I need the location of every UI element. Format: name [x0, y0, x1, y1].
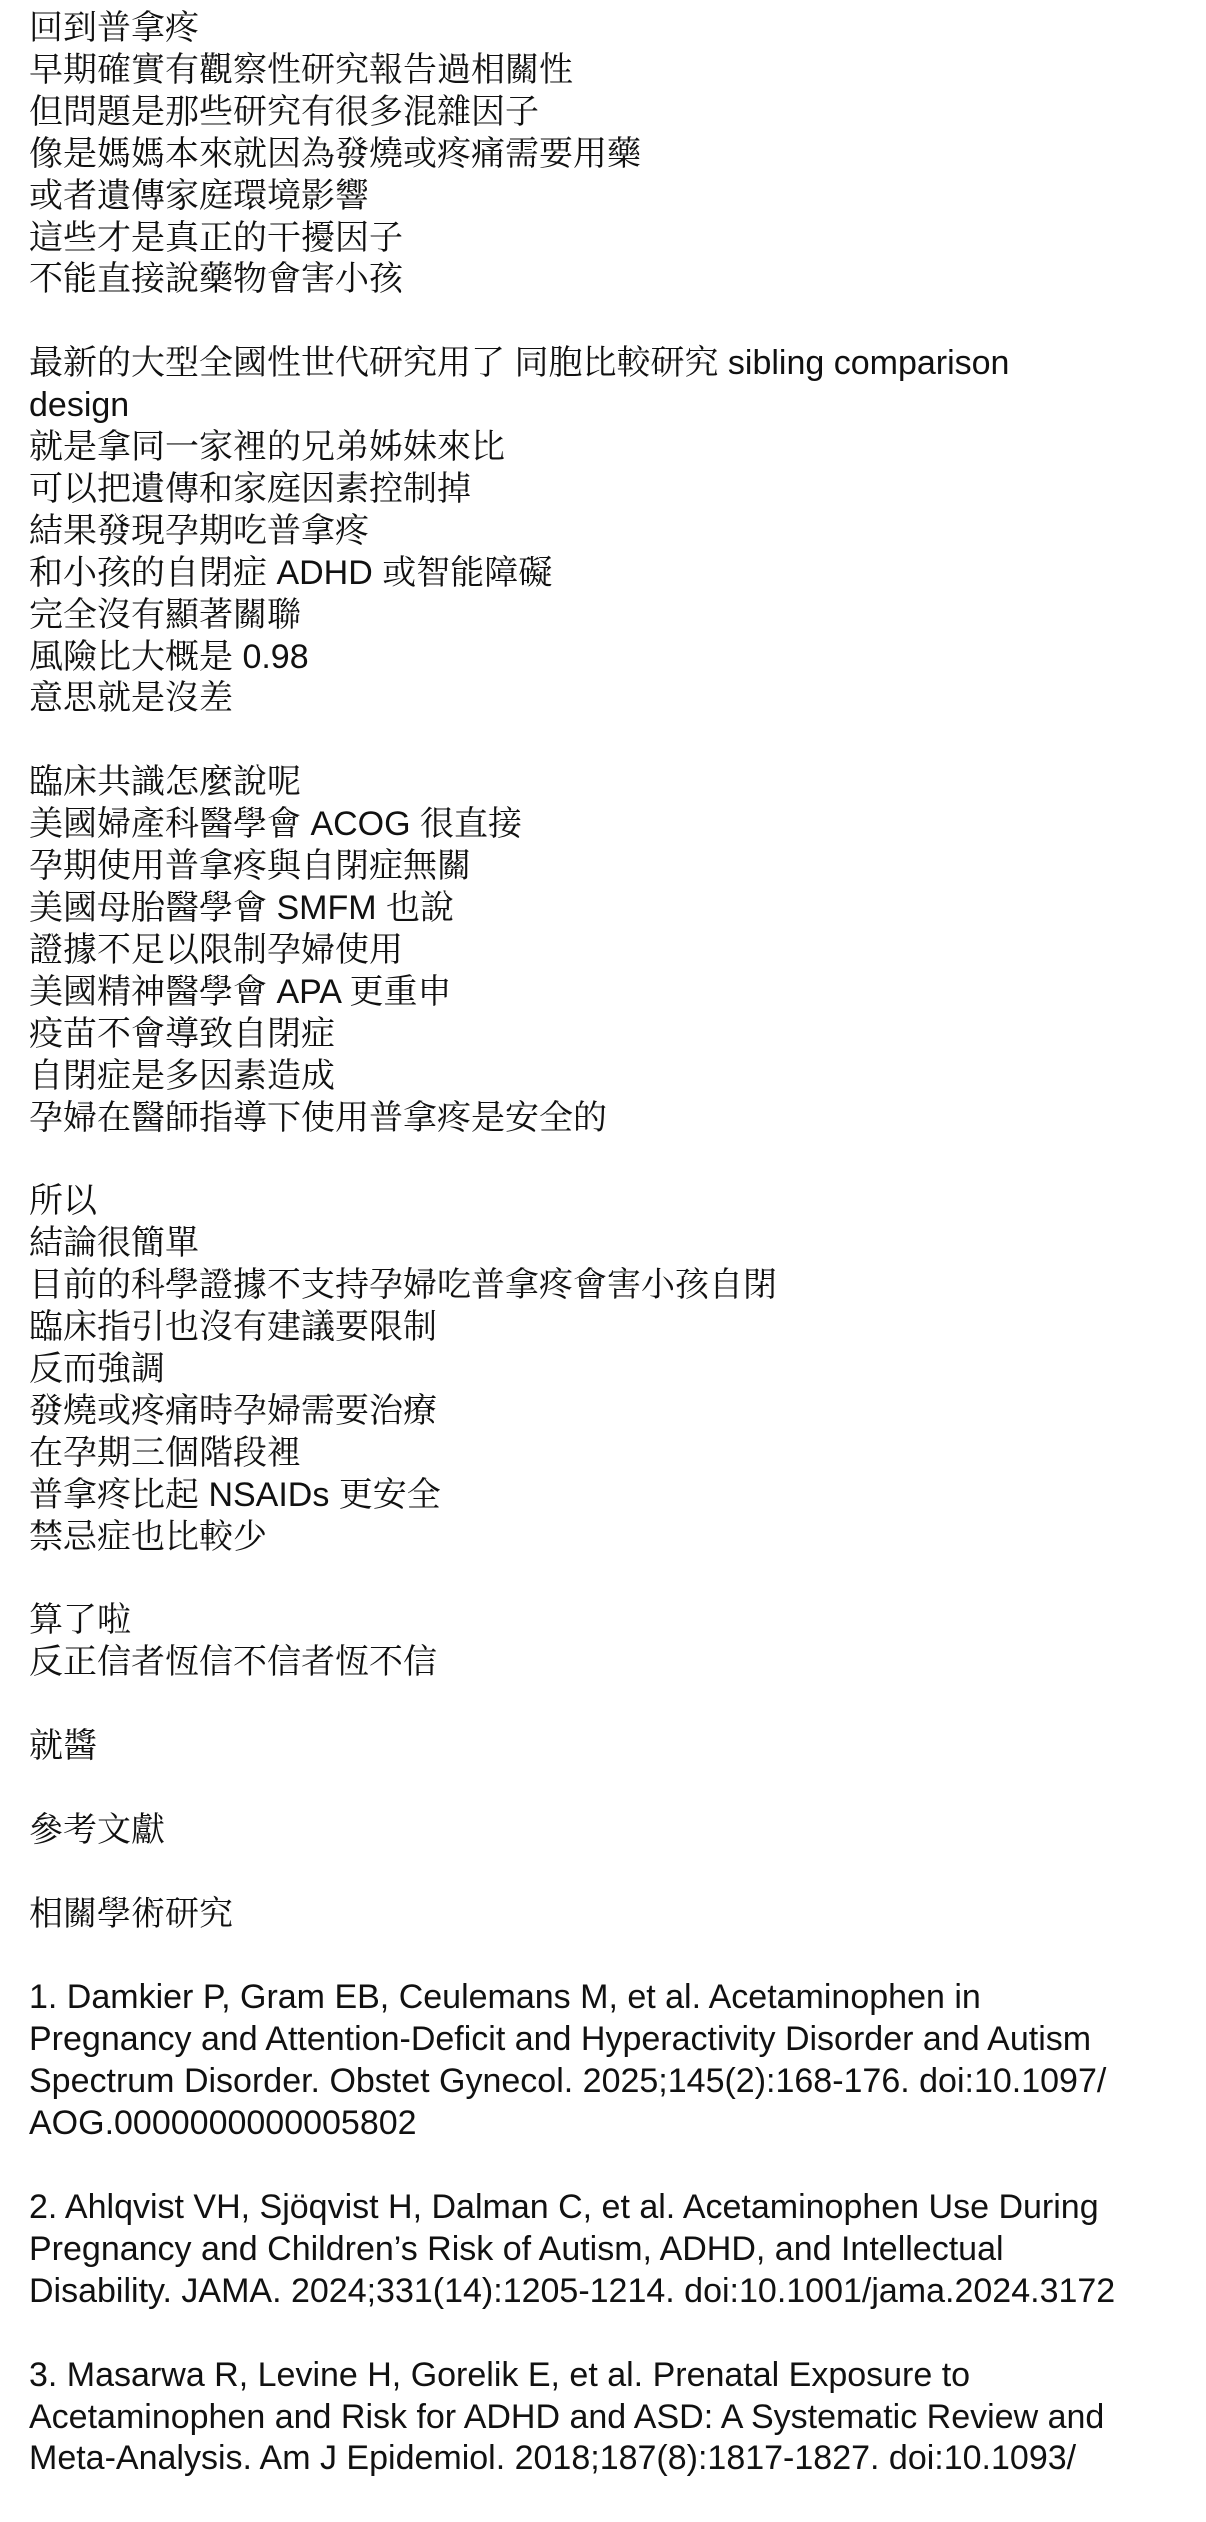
text-line: 臨床指引也沒有建議要限制 — [29, 1308, 437, 1347]
text-line: 發燒或疼痛時孕婦需要治療 — [29, 1391, 437, 1430]
reference-line: Spectrum Disorder. Obstet Gynecol. 2025;145(2):168-176. doi:10.1097/ — [29, 2062, 1107, 2101]
text-line: 就醬 — [29, 1727, 97, 1766]
paragraph — [29, 8, 1179, 301]
text-line: design — [29, 386, 130, 425]
text-line: 所以 — [29, 1182, 97, 1221]
paragraph — [29, 1726, 1179, 1768]
text-line: 完全沒有顯著關聯 — [29, 595, 301, 634]
text-line: 目前的科學證據不支持孕婦吃普拿疼會害小孩自閉 — [29, 1266, 777, 1305]
text-line: 參考文獻 — [29, 1810, 165, 1849]
reference-line: 2. Ahlqvist VH, Sjöqvist H, Dalman C, et al. Acetaminophen Use During — [29, 2187, 1099, 2226]
text-line: 和小孩的自閉症 ADHD 或智能障礙 — [29, 553, 553, 592]
text-line: 像是媽媽本來就因為發燒或疼痛需要用藥 — [29, 134, 641, 173]
text-line: 自閉症是多因素造成 — [29, 1056, 335, 1095]
text-line: 可以把遺傳和家庭因素控制掉 — [29, 469, 471, 508]
text-line: 普拿疼比起 NSAIDs 更安全 — [29, 1475, 441, 1514]
text-line: 或者遺傳家庭環境影響 — [29, 176, 369, 215]
text-line: 證據不足以限制孕婦使用 — [29, 930, 403, 969]
reference-line: 1. Damkier P, Gram EB, Ceulemans M, et al. Acetaminophen in — [29, 1978, 981, 2017]
text-line: 早期確實有觀察性研究報告過相關性 — [29, 50, 573, 89]
text-line: 孕期使用普拿疼與自閉症無關 — [29, 847, 471, 886]
text-line: 相關學術研究 — [29, 1894, 233, 1933]
text-line: 算了啦 — [29, 1601, 131, 1640]
text-line: 意思就是沒差 — [29, 679, 233, 718]
paragraph — [29, 1810, 1179, 1852]
paragraph — [29, 1181, 1179, 1558]
reference-line: 3. Masarwa R, Levine H, Gorelik E, et al. Prenatal Exposure to — [29, 2355, 971, 2394]
text-line: 不能直接說藥物會害小孩 — [29, 260, 403, 299]
text-line: 但問題是那些研究有很多混雜因子 — [29, 92, 539, 131]
text-line: 反而強調 — [29, 1349, 165, 1388]
article-body — [29, 8, 1179, 2522]
paragraph — [29, 762, 1179, 1139]
text-line: 美國精神醫學會 APA 更重申 — [29, 972, 452, 1011]
text-line: 結果發現孕期吃普拿疼 — [29, 511, 369, 550]
text-line: 反正信者恆信不信者恆不信 — [29, 1643, 437, 1682]
reference-line: Meta-Analysis. Am J Epidemiol. 2018;187(8):1817-1827. doi:10.1093/ — [29, 2439, 1077, 2478]
text-line: 回到普拿疼 — [29, 9, 199, 47]
text-line: 風險比大概是 0.98 — [29, 637, 309, 676]
paragraph — [29, 343, 1179, 720]
reference-line: Pregnancy and Children’s Risk of Autism, ADHD, and Intellectual — [29, 2229, 1004, 2268]
text-line: 就是拿同一家裡的兄弟姊妹來比 — [29, 428, 505, 467]
text-line: 美國婦產科醫學會 ACOG 很直接 — [29, 805, 523, 844]
reference-line: Pregnancy and Attention-Deficit and Hyperactivity Disorder and Autism — [29, 2020, 1092, 2059]
text-line: 禁忌症也比較少 — [29, 1517, 267, 1556]
text-line: 疫苗不會導致自閉症 — [29, 1014, 335, 1053]
text-line: 在孕期三個階段裡 — [29, 1433, 301, 1472]
reference-item — [29, 2355, 1179, 2481]
text-line: 最新的大型全國性世代研究用了 同胞比較研究 sibling comparison — [29, 344, 1010, 383]
paragraph — [29, 1894, 1179, 1936]
reference-line: Acetaminophen and Risk for ADHD and ASD: A Systematic Review and — [29, 2397, 1105, 2436]
text-line: 孕婦在醫師指導下使用普拿疼是安全的 — [29, 1098, 607, 1137]
reference-item — [29, 1977, 1179, 2145]
text-line: 美國母胎醫學會 SMFM 也說 — [29, 889, 454, 927]
reference-line: AOG.0000000000005802 — [29, 2104, 417, 2143]
reference-line: Disability. JAMA. 2024;331(14):1205-1214. doi:10.1001/jama.2024.3172 — [29, 2271, 1116, 2310]
text-line: 臨床共識怎麼說呢 — [29, 763, 301, 802]
reference-item — [29, 2187, 1179, 2313]
paragraph — [29, 1600, 1179, 1684]
text-line: 結論很簡單 — [29, 1224, 199, 1263]
text-line: 這些才是真正的干擾因子 — [29, 218, 403, 257]
